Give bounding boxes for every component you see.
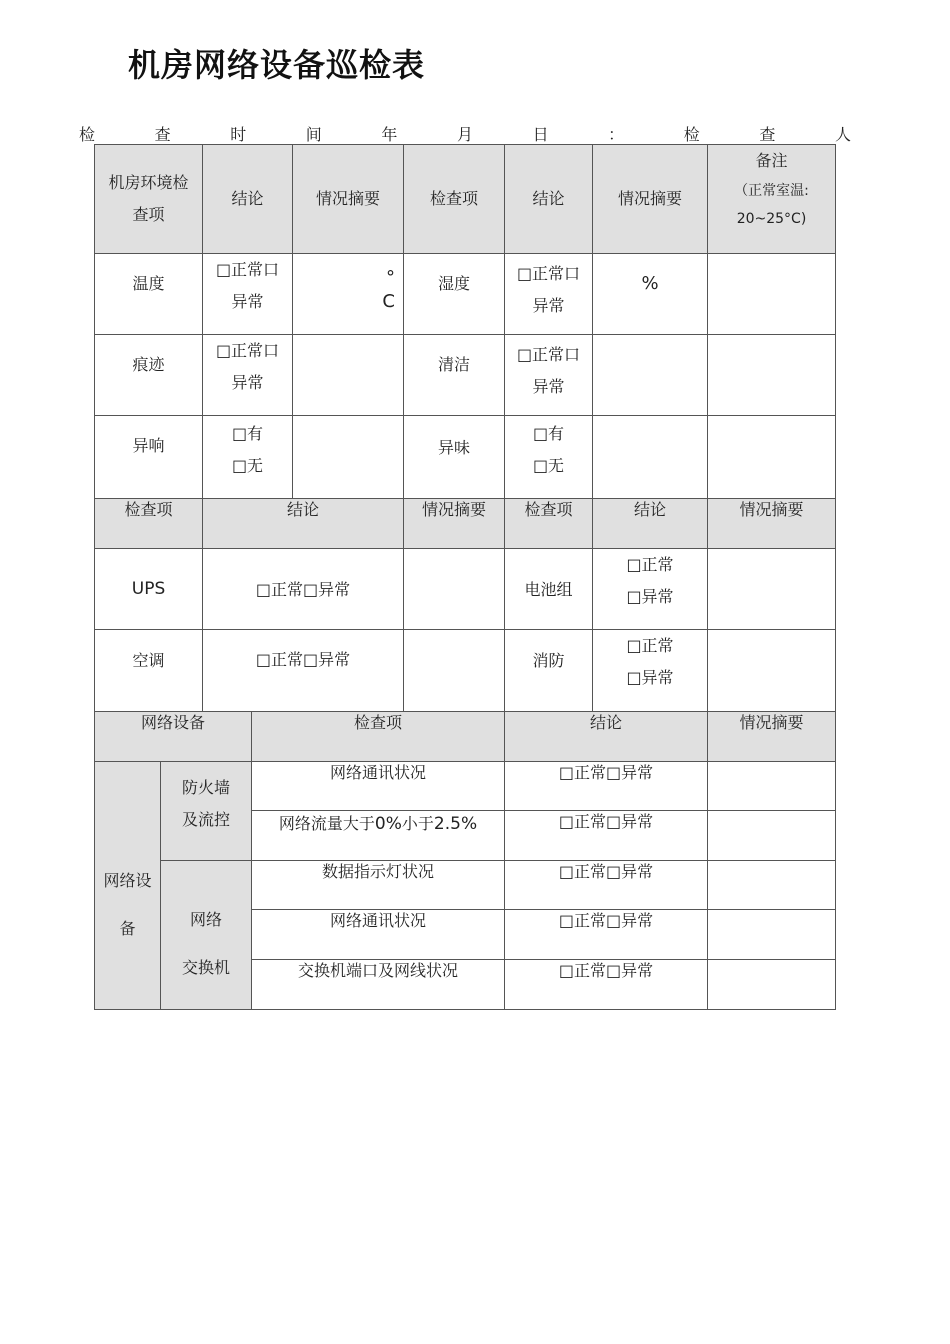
result-option: □正常口 — [215, 341, 280, 360]
traffic-low-value: 0% — [374, 814, 402, 834]
result-option: □无 — [532, 456, 565, 475]
env-result-temperature[interactable] — [203, 254, 293, 335]
env-result-traces[interactable] — [203, 335, 293, 416]
network-group-text: 网络设备 — [103, 871, 152, 938]
env-result-noise[interactable] — [203, 416, 293, 499]
meta-char: 时 — [230, 125, 247, 144]
facility-summary-ups[interactable] — [404, 549, 505, 630]
facility-header-result: 结论 — [203, 499, 404, 549]
facility-result-ac[interactable]: □正常□异常 — [203, 630, 404, 712]
result-option: 异常 — [231, 292, 264, 311]
meta-char: 日 — [532, 125, 549, 144]
network-result[interactable]: □正常□异常 — [505, 762, 708, 811]
meta-char: 间 — [305, 125, 322, 144]
env-note-cell[interactable] — [708, 335, 836, 416]
env-header-item-2: 检查项 — [404, 145, 505, 254]
result-option: □正常口 — [516, 345, 581, 364]
env-result-humidity[interactable] — [505, 254, 593, 335]
network-result[interactable]: □正常□异常 — [505, 811, 708, 861]
firewall-label-line2: 及流控 — [182, 810, 231, 829]
facility-header-item-2: 检查项 — [505, 499, 593, 549]
note-line-2: 20~25°C) — [736, 211, 807, 227]
firewall-label-line1: 防火墙 — [182, 778, 231, 797]
traffic-high-value: 2.5% — [433, 814, 478, 834]
network-item: 网络通讯状况 — [252, 910, 505, 960]
degree-symbol: ° — [386, 267, 395, 288]
network-table — [94, 711, 836, 1010]
facility-summary-fire[interactable] — [708, 630, 836, 712]
env-header-item — [95, 145, 203, 254]
result-option: 异常 — [532, 377, 565, 396]
switch-label — [161, 861, 252, 1010]
network-item — [252, 811, 505, 861]
env-item-odor: 异味 — [404, 416, 505, 499]
switch-label-line2: 交换机 — [182, 958, 231, 977]
facility-summary-ac[interactable] — [404, 630, 505, 712]
env-header-item-text: 机房环境检查项 — [108, 173, 189, 224]
network-group-label — [95, 762, 161, 1010]
facility-table — [94, 498, 836, 712]
result-option: □异常 — [626, 587, 674, 606]
facility-result-fire[interactable] — [593, 630, 708, 712]
meta-char: 检 — [79, 125, 96, 144]
result-option: □正常 — [626, 636, 674, 655]
result-option: □无 — [231, 456, 264, 475]
result-option: □正常口 — [516, 264, 581, 283]
facility-header-result-2: 结论 — [593, 499, 708, 549]
network-result[interactable]: □正常□异常 — [505, 960, 708, 1010]
facility-result-ups[interactable]: □正常□异常 — [203, 549, 404, 630]
switch-label-line1: 网络 — [190, 910, 223, 929]
network-header-item: 检查项 — [252, 712, 505, 762]
celsius-unit: C — [382, 291, 395, 312]
network-summary[interactable] — [708, 762, 836, 811]
env-note-cell[interactable] — [708, 416, 836, 499]
result-option: □有 — [532, 424, 565, 443]
meta-char: 检 — [683, 125, 700, 144]
firewall-label — [161, 762, 252, 861]
network-summary[interactable] — [708, 910, 836, 960]
result-option: □正常 — [626, 555, 674, 574]
env-result-odor[interactable] — [505, 416, 593, 499]
network-header-result: 结论 — [505, 712, 708, 762]
env-item-temperature: 温度 — [95, 254, 203, 335]
meta-char: ： — [608, 125, 625, 144]
network-item: 网络通讯状况 — [252, 762, 505, 811]
result-option: □正常口 — [215, 260, 280, 279]
result-option: 异常 — [231, 373, 264, 392]
env-summary-cleanliness[interactable] — [593, 335, 708, 416]
percent-unit: % — [641, 273, 659, 294]
page-title: 机房网络设备巡检表 — [128, 46, 426, 84]
facility-header-summary: 情况摘要 — [404, 499, 505, 549]
inspection-meta-line — [79, 122, 851, 144]
facility-item-battery: 电池组 — [505, 549, 593, 630]
result-option: □有 — [231, 424, 264, 443]
env-item-humidity: 湿度 — [404, 254, 505, 335]
facility-result-battery[interactable] — [593, 549, 708, 630]
network-result[interactable]: □正常□异常 — [505, 910, 708, 960]
result-option: 异常 — [532, 296, 565, 315]
env-item-noise: 异响 — [95, 416, 203, 499]
traffic-text: 小于 — [401, 814, 434, 833]
network-header-summary: 情况摘要 — [708, 712, 836, 762]
env-header-result: 结论 — [203, 145, 293, 254]
facility-summary-battery[interactable] — [708, 549, 836, 630]
network-result[interactable]: □正常□异常 — [505, 861, 708, 910]
env-header-note — [708, 145, 836, 254]
meta-char: 查 — [154, 125, 171, 144]
facility-header-summary-2: 情况摘要 — [708, 499, 836, 549]
env-note-cell[interactable] — [708, 254, 836, 335]
env-summary-odor[interactable] — [593, 416, 708, 499]
env-item-traces: 痕迹 — [95, 335, 203, 416]
facility-item-ups: UPS — [95, 549, 203, 630]
env-summary-noise[interactable] — [293, 416, 404, 499]
meta-char: 查 — [759, 125, 776, 144]
env-header-summary: 情况摘要 — [293, 145, 404, 254]
env-header-summary-2: 情况摘要 — [593, 145, 708, 254]
network-summary[interactable] — [708, 861, 836, 910]
network-item: 交换机端口及网线状况 — [252, 960, 505, 1010]
env-result-cleanliness[interactable] — [505, 335, 593, 416]
meta-char: 月 — [456, 125, 473, 144]
meta-char: 年 — [381, 125, 398, 144]
env-summary-traces[interactable] — [293, 335, 404, 416]
environment-table — [94, 144, 836, 499]
env-item-cleanliness: 清洁 — [404, 335, 505, 416]
facility-item-fire: 消防 — [505, 630, 593, 712]
traffic-text: 网络流量大于 — [278, 814, 375, 833]
note-title: 备注 — [755, 151, 788, 170]
network-header-device: 网络设备 — [95, 712, 252, 762]
meta-char: 人 — [834, 125, 851, 144]
env-summary-temperature[interactable] — [293, 254, 404, 335]
facility-header-item: 检查项 — [95, 499, 203, 549]
facility-item-ac: 空调 — [95, 630, 203, 712]
result-option: □异常 — [626, 668, 674, 687]
network-summary[interactable] — [708, 811, 836, 861]
network-item: 数据指示灯状况 — [252, 861, 505, 910]
env-header-result-2: 结论 — [505, 145, 593, 254]
network-summary[interactable] — [708, 960, 836, 1010]
env-summary-humidity[interactable] — [593, 254, 708, 335]
note-line-1: （正常室温: — [734, 183, 809, 199]
